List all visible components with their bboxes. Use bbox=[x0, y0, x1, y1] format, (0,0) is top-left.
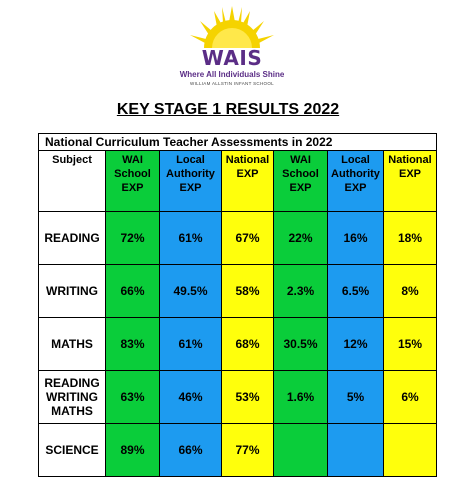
logo-wordmark: WAIS bbox=[201, 46, 263, 70]
value-cell: 15% bbox=[384, 318, 437, 371]
subject-text: WRITING bbox=[46, 284, 98, 298]
header-text: EXP bbox=[289, 182, 312, 194]
value-cell: 66% bbox=[106, 265, 160, 318]
value-cell: 8% bbox=[384, 265, 437, 318]
header-text: WAI bbox=[122, 154, 143, 166]
subject-text: READING bbox=[44, 231, 100, 245]
value-cell: 61% bbox=[160, 318, 222, 371]
value-cell: 66% bbox=[160, 424, 222, 477]
subject-cell bbox=[39, 265, 106, 318]
header-text: EXP bbox=[121, 182, 144, 194]
value-cell: 63% bbox=[106, 371, 160, 424]
subject-text: WRITING bbox=[46, 390, 98, 404]
value-cell: 46% bbox=[160, 371, 222, 424]
subject-cell bbox=[39, 212, 106, 265]
logo-school-name: WILLIAM ALLSTIN INFANT SCHOOL bbox=[190, 81, 274, 86]
table-row bbox=[39, 318, 437, 371]
value-cell: 6.5% bbox=[328, 265, 384, 318]
value-cell: 5% bbox=[328, 371, 384, 424]
subject-cell bbox=[39, 318, 106, 371]
value-cell: 83% bbox=[106, 318, 160, 371]
header-cell bbox=[160, 151, 222, 212]
value-cell: 49.5% bbox=[160, 265, 222, 318]
value-cell: 61% bbox=[160, 212, 222, 265]
value-cell: 58% bbox=[222, 265, 274, 318]
value-cell: 22% bbox=[274, 212, 328, 265]
header-text: EXP bbox=[344, 182, 367, 194]
header-text: EXP bbox=[399, 168, 422, 180]
value-cell: 12% bbox=[328, 318, 384, 371]
subject-text: SCIENCE bbox=[45, 443, 99, 457]
value-cell: 6% bbox=[384, 371, 437, 424]
value-cell: 77% bbox=[222, 424, 274, 477]
value-cell: 53% bbox=[222, 371, 274, 424]
header-text: School bbox=[282, 168, 319, 180]
subject-text: MATHS bbox=[51, 337, 93, 351]
value-cell: 30.5% bbox=[274, 318, 328, 371]
value-cell: 16% bbox=[328, 212, 384, 265]
value-cell: 89% bbox=[106, 424, 160, 477]
table-caption: National Curriculum Teacher Assessments in 2022 bbox=[39, 134, 437, 151]
school-logo bbox=[174, 4, 290, 90]
logo-tagline: Where All Individuals Shine bbox=[179, 70, 285, 79]
subject-cell bbox=[39, 424, 106, 477]
value-cell: 67% bbox=[222, 212, 274, 265]
subject-text: READING bbox=[44, 376, 100, 390]
value-cell bbox=[274, 424, 328, 477]
header-text: Local bbox=[341, 154, 370, 166]
table-row bbox=[39, 424, 437, 477]
value-cell: 72% bbox=[106, 212, 160, 265]
header-text: Authority bbox=[166, 168, 215, 180]
header-subject bbox=[39, 151, 106, 212]
value-cell bbox=[384, 424, 437, 477]
value-cell: 68% bbox=[222, 318, 274, 371]
header-text: National bbox=[388, 154, 432, 166]
header-cell bbox=[328, 151, 384, 212]
subject-cell bbox=[39, 371, 106, 424]
header-text: Authority bbox=[331, 168, 380, 180]
header-text: School bbox=[114, 168, 151, 180]
value-cell bbox=[328, 424, 384, 477]
value-cell: 1.6% bbox=[274, 371, 328, 424]
subject-text: MATHS bbox=[51, 404, 93, 418]
header-cell bbox=[106, 151, 160, 212]
value-cell: 2.3% bbox=[274, 265, 328, 318]
header-text: EXP bbox=[179, 182, 202, 194]
header-text: National bbox=[225, 154, 270, 166]
header-cell bbox=[384, 151, 437, 212]
header-text: Subject bbox=[52, 154, 92, 166]
table-row bbox=[39, 265, 437, 318]
header-cell bbox=[222, 151, 274, 212]
page-title: KEY STAGE 1 RESULTS 2022 bbox=[116, 101, 340, 118]
header-text: WAI bbox=[290, 154, 311, 166]
header-text: EXP bbox=[236, 168, 259, 180]
value-cell: 18% bbox=[384, 212, 437, 265]
results-table bbox=[38, 133, 437, 477]
header-cell bbox=[274, 151, 328, 212]
table-row bbox=[39, 212, 437, 265]
table-row bbox=[39, 371, 437, 424]
header-text: Local bbox=[176, 154, 205, 166]
